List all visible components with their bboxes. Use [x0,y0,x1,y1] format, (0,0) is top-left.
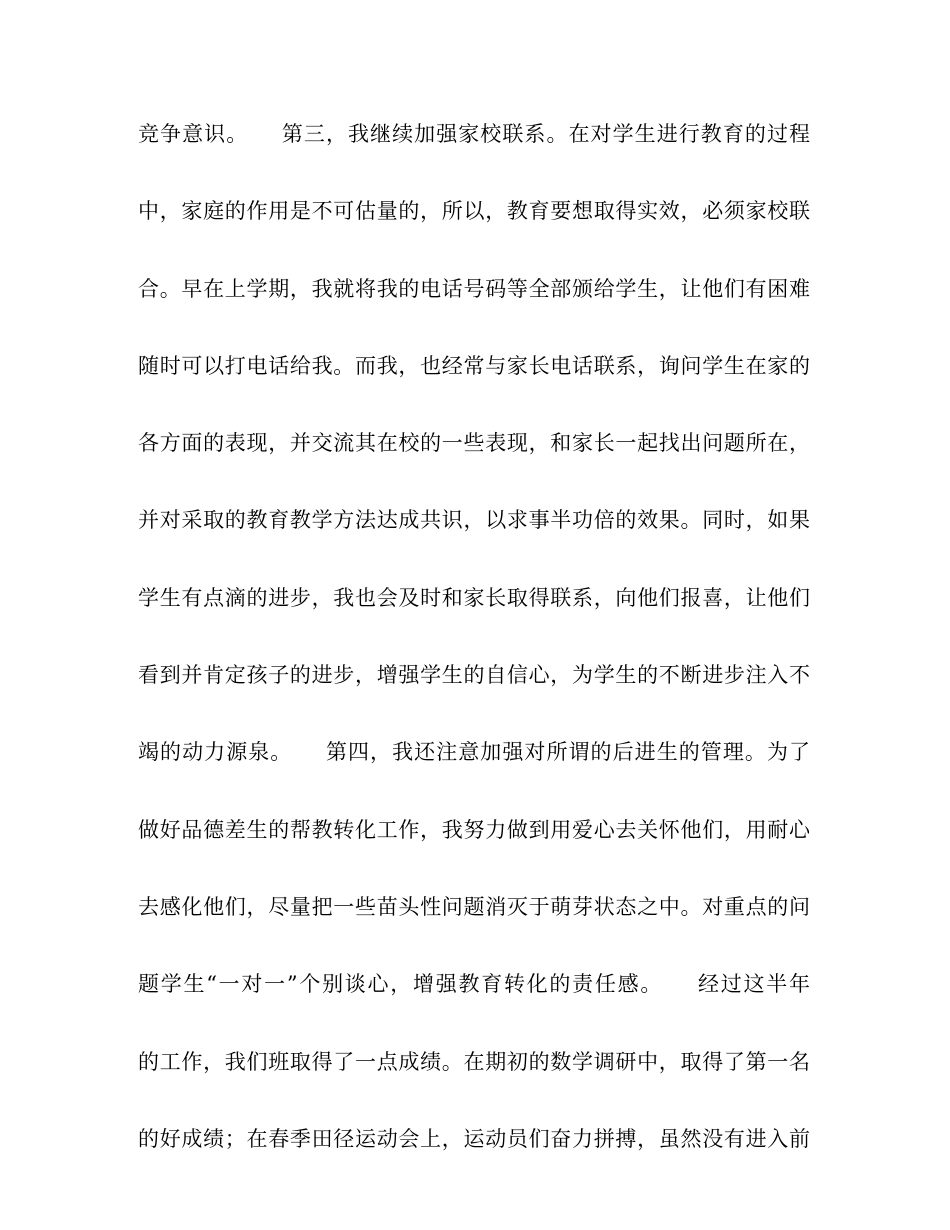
text-line: 的工作，我们班取得了一点成绩。在期初的数学调研中，取得了第一名 [138,1049,810,1074]
body-text [138,124,818,1206]
text-line: 题学生“一对一”个别谈心，增强教育转化的责任感。 经过这半年 [138,972,810,997]
text-line: 学生有点滴的进步，我也会及时和家长取得联系，向他们报喜，让他们 [138,585,810,610]
text-line: 各方面的表现，并交流其在校的一些表现，和家长一起找出问题所在， [138,431,810,456]
text-line: 看到并肯定孩子的进步，增强学生的自信心，为学生的不断进步注入不 [138,663,810,688]
text-line: 合。早在上学期，我就将我的电话号码等全部颁给学生，让他们有困难 [138,276,810,301]
text-line: 中，家庭的作用是不可估量的，所以，教育要想取得实效，必须家校联 [138,199,810,224]
text-line: 并对采取的教育教学方法达成共识，以求事半功倍的效果。同时，如果 [138,508,810,533]
text-line: 的好成绩；在春季田径运动会上，运动员们奋力拼搏，虽然没有进入前 [138,1126,810,1151]
text-line: 竞争意识。 第三，我继续加强家校联系。在对学生进行教育的过程 [138,122,810,146]
text-line: 竭的动力源泉。 第四，我还注意加强对所谓的后进生的管理。为了 [138,740,810,765]
text-line: 做好品德差生的帮教转化工作，我努力做到用爱心去关怀他们，用耐心 [138,817,810,842]
text-line: 去感化他们，尽量把一些苗头性问题消灭于萌芽状态之中。对重点的问 [138,894,810,919]
text-line: 随时可以打电话给我。而我，也经常与家长电话联系，询问学生在家的 [138,353,810,378]
